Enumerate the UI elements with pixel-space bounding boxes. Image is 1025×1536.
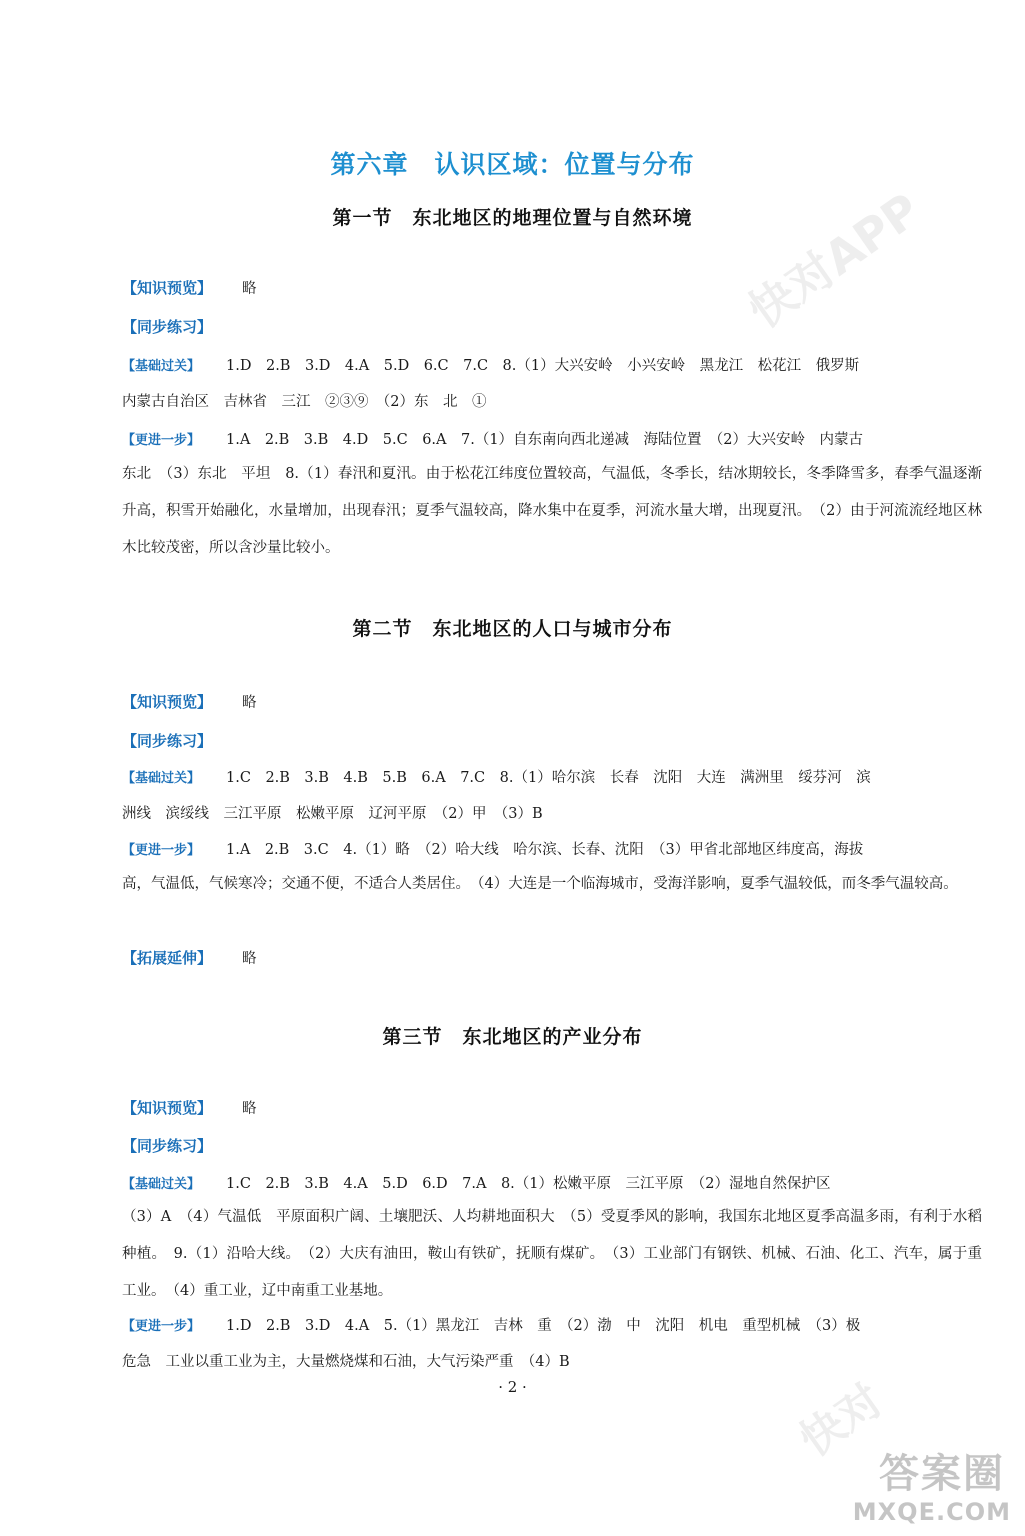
section-3-basic-rest: （3）A （4）气温低 平原面积广阔、土壤肥沃、人均耕地面积大 （5）受夏季风的影响，我国东北地区夏季高温多雨，有利于水稻种植。 9.（1）沿哈大线。 （2）大庆有油田，鞍山有铁矿，抚顺有煤矿。 （3）工业部门有钢铁、机械、石油、化工、汽车，属于重工业。 （4）重工业，辽中南重工业基地。	[122, 1209, 982, 1299]
section-1-further-rest: 东北 （3）东北 平坦 8.（1）春汛和夏汛。由于松花江纬度位置较高，气温低，冬季长，结冰期较长，冬季降雪多，春季气温逐渐升高，积雪开始融化，水量增加，出现春汛；夏季气温较高，降水集中在夏季，河流水量大增，出现夏汛。 （2）由于河流流经地区林木比较茂密，所以含沙量比较小。	[122, 466, 982, 556]
section-1-preview-text: 略	[242, 281, 257, 297]
section-2-further-rest: 高，气温低，气候寒冷；交通不便，不适合人类居住。 （4）大连是一个临海城市，受海洋影响，夏季气温较低，而冬季气温较高。	[122, 876, 958, 892]
section-2-sync	[122, 731, 982, 752]
section-2-further-line-1	[122, 840, 982, 861]
page-number: · 2 ·	[498, 1378, 527, 1396]
section-3-further-line-1	[122, 1316, 982, 1337]
section-1-further-line-1	[122, 430, 982, 451]
section-3-preview-text: 略	[242, 1101, 257, 1117]
section-2-sync-label: 【同步练习】	[122, 732, 213, 750]
section-2-basic-line-2: 洲线 滨绥线 三江平原 松嫩平原 辽河平原 （2）甲 （3）B	[122, 806, 543, 822]
section-3-further-text-1: 1.D 2.B 3.D 4.A 5.（1）黑龙江 吉林 重 （2）渤 中 沈阳 机电 重型机械 （3）极	[226, 1318, 861, 1334]
section-3-further-label: 【更进一步】	[122, 1319, 201, 1334]
section-2-further-text-1: 1.A 2.B 3.C 4.（1）略 （2）哈大线 哈尔滨、长春、沈阳 （3）甲省北部地区纬度高，海拔	[226, 842, 864, 858]
section-3-preview-label: 【知识预览】	[122, 1099, 213, 1117]
section-2-preview	[122, 692, 982, 713]
chapter-title: 第六章 认识区域：位置与分布	[330, 150, 695, 179]
section-3-sync-label: 【同步练习】	[122, 1137, 213, 1155]
section-2-preview-label: 【知识预览】	[122, 693, 213, 711]
section-2-preview-text: 略	[242, 695, 257, 711]
section-1-sync-label: 【同步练习】	[122, 318, 213, 336]
watermark-stamp	[825, 1426, 1025, 1536]
section-2-title: 第二节 东北地区的人口与城市分布	[352, 618, 673, 640]
watermark-stamp-top: 答案圈	[879, 1451, 1005, 1497]
section-3-preview	[122, 1098, 982, 1119]
section-1-basic-label: 【基础过关】	[122, 359, 201, 374]
section-1-title: 第一节 东北地区的地理位置与自然环境	[332, 207, 693, 229]
section-1-basic-line-2: 内蒙古自治区 吉林省 三江 ②③⑨ （2）东 北 ①	[122, 394, 487, 410]
section-1-basic-text-1: 1.D 2.B 3.D 4.A 5.D 6.C 7.C 8.（1）大兴安岭 小兴安岭 黑龙江 松花江 俄罗斯	[226, 358, 860, 374]
section-1-preview	[122, 278, 982, 299]
section-2-extend-label: 【拓展延伸】	[122, 949, 213, 967]
section-2-extend-text: 略	[242, 951, 257, 967]
section-3-basic-line-1	[122, 1174, 982, 1195]
section-3-basic-text-1: 1.C 2.B 3.B 4.A 5.D 6.D 7.A 8.（1）松嫩平原 三江平原 （2）湿地自然保护区	[226, 1176, 831, 1192]
section-2-basic-text-1: 1.C 2.B 3.B 4.B 5.B 6.A 7.C 8.（1）哈尔滨 长春 沈阳 大连 满洲里 绥芬河 滨	[226, 770, 871, 786]
section-1-preview-label: 【知识预览】	[122, 279, 213, 297]
watermark-stamp-bottom: MXQE.COM	[852, 1498, 1011, 1526]
section-2-further-label: 【更进一步】	[122, 843, 201, 858]
section-2-extend	[122, 948, 982, 969]
section-1-further-text-1: 1.A 2.B 3.B 4.D 5.C 6.A 7.（1）自东南向西北递减 海陆位置 （2）大兴安岭 内蒙古	[226, 432, 864, 448]
section-2-basic-line-1	[122, 768, 982, 789]
watermark-top: 快对APP	[738, 182, 930, 339]
section-3-title: 第三节 东北地区的产业分布	[382, 1026, 643, 1048]
watermark-bottom: 快对	[790, 1374, 893, 1467]
section-1-further-label: 【更进一步】	[122, 433, 201, 448]
section-3-further-line-2: 危急 工业以重工业为主，大量燃烧煤和石油，大气污染严重 （4）B	[122, 1354, 570, 1370]
section-3-basic-label: 【基础过关】	[122, 1177, 201, 1192]
section-1-sync	[122, 317, 982, 338]
section-1-basic-line-1	[122, 356, 982, 377]
section-2-basic-label: 【基础过关】	[122, 771, 201, 786]
section-3-sync	[122, 1136, 982, 1157]
